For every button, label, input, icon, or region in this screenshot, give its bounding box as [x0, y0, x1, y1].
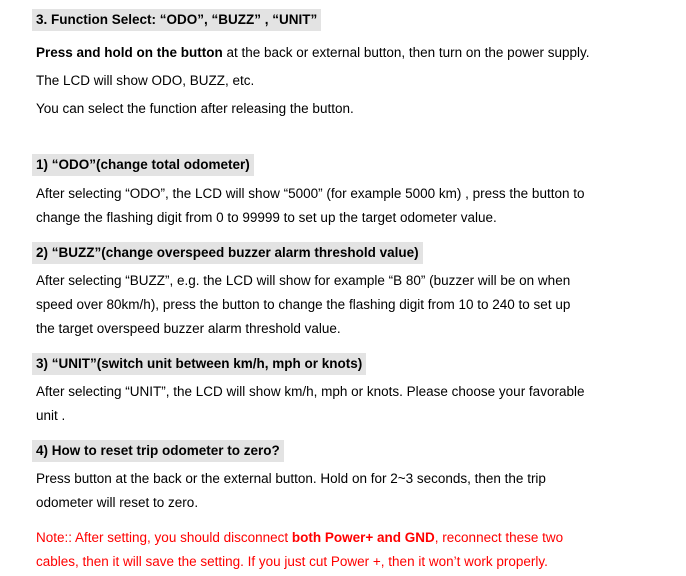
item-4-line-1: Press button at the back or the external button. Hold on for 2~3 seconds, then the trip — [36, 471, 546, 486]
intro-line-1 — [36, 44, 589, 62]
item-2-heading: 2) “BUZZ”(change overspeed buzzer alarm threshold value) — [32, 242, 423, 264]
item-1-heading: 1) “ODO”(change total odometer) — [32, 154, 254, 176]
item-4-heading: 4) How to reset trip odometer to zero? — [32, 440, 284, 462]
item-3-line-2: unit . — [36, 408, 66, 423]
item-4-line-2: odometer will reset to zero. — [36, 495, 199, 510]
note-text-2: , reconnect these two — [434, 530, 564, 545]
intro-line-1-bold: Press and hold on the button — [36, 45, 223, 60]
note-bold-text: both Power+ and GND — [291, 530, 435, 545]
note-text-1: Note:: After setting, you should disconnect — [36, 530, 292, 545]
section-heading: 3. Function Select: “ODO”, “BUZZ” , “UNIT” — [32, 9, 321, 31]
item-2-line-3: the target overspeed buzzer alarm threshold value. — [36, 321, 341, 336]
intro-line-2: The LCD will show ODO, BUZZ, etc. — [36, 73, 255, 88]
note-line-2: cables, then it will save the setting. If you just cut Power +, then it won’t work properly. — [36, 554, 548, 569]
intro-line-1-rest: at the back or external button, then turn on the power supply. — [222, 45, 590, 60]
item-3-line-1: After selecting “UNIT”, the LCD will show km/h, mph or knots. Please choose your favorable — [36, 384, 585, 399]
item-3-heading: 3) “UNIT”(switch unit between km/h, mph or knots) — [32, 353, 366, 375]
intro-line-3: You can select the function after releasing the button. — [36, 101, 354, 116]
item-2-line-1: After selecting “BUZZ”, e.g. the LCD will show for example “B 80” (buzzer will be on when — [36, 273, 571, 288]
item-1-line-2: change the flashing digit from 0 to 99999 to set up the target odometer value. — [36, 210, 497, 225]
item-1-line-1: After selecting “ODO”, the LCD will show “5000” (for example 5000 km) , press the button to — [36, 186, 585, 201]
note-line-1 — [36, 529, 563, 547]
item-2-line-2: speed over 80km/h), press the button to change the flashing digit from 10 to 240 to set up — [36, 297, 571, 312]
